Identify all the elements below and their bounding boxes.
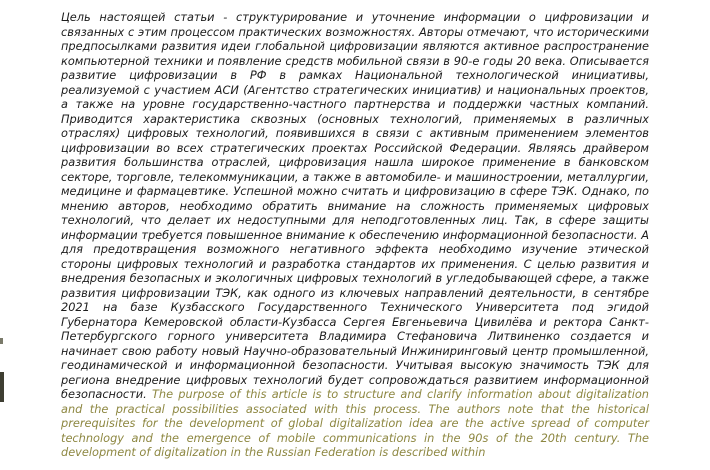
abstract-english: The purpose of this article is to structure and clarify information about digitalization and the practical possibilities associated with this process. The authors note that the historical prerequisites for the development of global digitalization idea are the active spread of computer technology and the emergence of mobile communications in the 90s of the 20th century. The development of digitalization in the Russian Federation is described within: [61, 387, 649, 459]
abstract-russian: Цель настоящей статьи - структурирование и уточнение информации о цифровизации и связанных с этим процессом практических возможностях. Авторы отмечают, что историческими предпосылками развития идеи глобальной цифровизации являются активное распространение компьютерной техники и появление средств мобильной связи в 90-е годы 20 века. Описывается развитие цифровизации в РФ в рамках Национальной технологической инициативы, реализуемой с участием АСИ (Агентство стратегических инициатив) и национальных проектов, а также на уровне государственно-частного партнерства и поддержки частных компаний. Приводится характеристика сквозных (основных технологий, применяемых в различных отраслях) цифровых технологий, появившихся в связи с активным применением элементов цифровизации во всех стратегических проектах Российской Федерации. Являясь драйвером развития большинства отраслей, цифровизация нашла широкое применение в банковском секторе, торговле, телекоммуникации, а также в автомобиле- и машиностроении, металлургии, медицине и фармацевтике. Успешной можно считать и цифровизацию в сфере ТЭК. Однако, по мнению авторов, необходимо обратить внимание на сложность применяемых цифровых технологий, что делает их недоступными для неподготовленных лиц. Так, в сфере защиты информации требуется повышенное внимание к обеспечению информационной безопасности. А для предотвращения возможного негативного эффекта необходимо изучение этической стороны цифровых технологий и разработка стандартов их применения. С целью развития и внедрения безопасных и экологичных цифровых технологий в угледобывающей сфере, а также развития цифровизации ТЭК, как одного из ключевых направлений деятельности, в сентябре 2021 на базе Кузбасского Государственного Технического Университета под эгидой Губернатора Кемеровской области-Кузбасса Сергея Евгеньевича Цивилёва и ректора Санкт-Петербургского горного университета Владимира Стефановича Литвиненко создается и начинает свою работу новый Научно-образовательный Инжиниринговый центр промышленной, геодинамической и информационной безопасности. Учитывая высокую значимость ТЭК для региона внедрение цифровых технологий будет сопровождаться развитием информационной безопасности.: [61, 10, 649, 401]
edge-mark: [0, 338, 3, 344]
edge-mark: [0, 372, 4, 402]
abstract-block: [61, 10, 649, 460]
left-edge-strip: [0, 0, 5, 470]
